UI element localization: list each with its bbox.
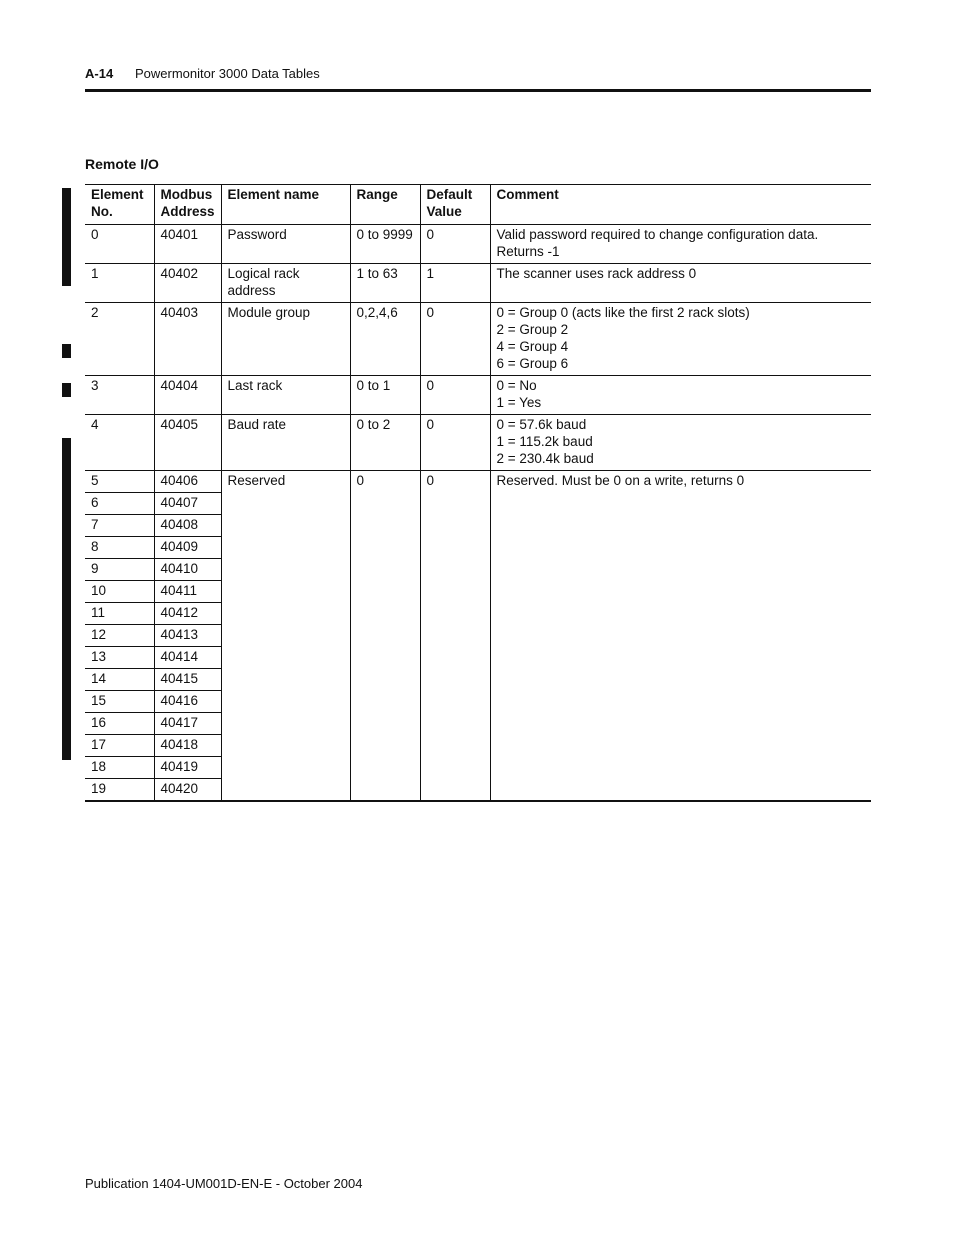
table-row (85, 415, 871, 471)
element-name-cell: Module group (221, 303, 350, 376)
modbus-address-cell: 40416 (154, 691, 221, 713)
comment-line: 6 = Group 6 (496, 356, 569, 371)
modbus-address-cell: 40410 (154, 559, 221, 581)
default-value-cell: 0 (420, 415, 490, 471)
modbus-address-cell: 40404 (154, 376, 221, 415)
element-number-cell: 16 (85, 713, 154, 735)
modbus-address-cell: 40409 (154, 537, 221, 559)
element-name-cell: Password (221, 225, 350, 264)
default-value-cell: 0 (420, 376, 490, 415)
modbus-address-cell: 40401 (154, 225, 221, 264)
document-title: Powermonitor 3000 Data Tables (135, 66, 320, 81)
element-number-cell: 3 (85, 376, 154, 415)
element-number-cell: 5 (85, 471, 154, 493)
modbus-address-cell: 40420 (154, 779, 221, 802)
element-number-cell: 4 (85, 415, 154, 471)
modbus-address-cell: 40417 (154, 713, 221, 735)
comment-line: The scanner uses rack address 0 (496, 266, 697, 281)
column-header: Element No. (85, 185, 154, 225)
range-cell: 1 to 63 (350, 264, 420, 303)
element-number-cell: 19 (85, 779, 154, 802)
comment-line: Valid password required to change configuration data. Returns -1 (496, 227, 819, 259)
table-row (85, 376, 871, 415)
table-row (85, 225, 871, 264)
element-number-cell: 0 (85, 225, 154, 264)
element-number-cell: 14 (85, 669, 154, 691)
element-number-cell: 2 (85, 303, 154, 376)
remote-io-table (85, 184, 871, 802)
change-bar (62, 383, 71, 397)
element-number-cell: 6 (85, 493, 154, 515)
modbus-address-cell: 40407 (154, 493, 221, 515)
table-row (85, 264, 871, 303)
modbus-address-cell: 40408 (154, 515, 221, 537)
element-name-cell: Baud rate (221, 415, 350, 471)
modbus-address-cell: 40415 (154, 669, 221, 691)
modbus-address-cell: 40418 (154, 735, 221, 757)
comment-cell (490, 225, 871, 264)
range-cell: 0 to 9999 (350, 225, 420, 264)
comment-cell (490, 376, 871, 415)
comment-line: 0 = No (496, 378, 537, 393)
modbus-address-cell: 40413 (154, 625, 221, 647)
element-number-cell: 10 (85, 581, 154, 603)
range-cell: 0 to 1 (350, 376, 420, 415)
header-rule (85, 89, 871, 92)
modbus-address-cell: 40406 (154, 471, 221, 493)
default-value-cell: 0 (420, 225, 490, 264)
element-number-cell: 1 (85, 264, 154, 303)
element-number-cell: 9 (85, 559, 154, 581)
element-number-cell: 15 (85, 691, 154, 713)
publication-footer: Publication 1404-UM001D-EN-E - October 2004 (85, 1176, 363, 1191)
element-number-cell: 8 (85, 537, 154, 559)
change-bar (62, 188, 71, 286)
modbus-address-cell: 40405 (154, 415, 221, 471)
comment-line: 2 = Group 2 (496, 322, 569, 337)
element-number-cell: 12 (85, 625, 154, 647)
default-value-cell: 0 (420, 471, 490, 802)
element-number-cell: 11 (85, 603, 154, 625)
table-header-row (85, 185, 871, 225)
element-number-cell: 17 (85, 735, 154, 757)
table-row (85, 471, 871, 493)
comment-cell (490, 415, 871, 471)
modbus-address-cell: 40402 (154, 264, 221, 303)
element-number-cell: 13 (85, 647, 154, 669)
section-title: Remote I/O (85, 156, 159, 172)
column-header: Range (350, 185, 420, 225)
comment-cell (490, 303, 871, 376)
change-bar (62, 438, 71, 760)
table-row (85, 303, 871, 376)
comment-line: 2 = 230.4k baud (496, 451, 594, 466)
element-name-cell: Logical rack address (221, 264, 350, 303)
change-bar (62, 344, 71, 358)
column-header: Element name (221, 185, 350, 225)
range-cell: 0,2,4,6 (350, 303, 420, 376)
comment-line: 0 = Group 0 (acts like the first 2 rack slots) (496, 305, 750, 320)
element-name-cell: Reserved (221, 471, 350, 802)
default-value-cell: 1 (420, 264, 490, 303)
range-cell: 0 (350, 471, 420, 802)
modbus-address-cell: 40403 (154, 303, 221, 376)
element-number-cell: 18 (85, 757, 154, 779)
element-number-cell: 7 (85, 515, 154, 537)
modbus-address-cell: 40414 (154, 647, 221, 669)
column-header: Default Value (420, 185, 490, 225)
comment-line: 4 = Group 4 (496, 339, 569, 354)
page-header (85, 66, 871, 90)
modbus-address-cell: 40411 (154, 581, 221, 603)
modbus-address-cell: 40419 (154, 757, 221, 779)
comment-line: 1 = Yes (496, 395, 542, 410)
comment-cell: Reserved. Must be 0 on a write, returns 0 (490, 471, 871, 802)
modbus-address-cell: 40412 (154, 603, 221, 625)
comment-line: 1 = 115.2k baud (496, 434, 593, 449)
comment-line: 0 = 57.6k baud (496, 417, 587, 432)
range-cell: 0 to 2 (350, 415, 420, 471)
default-value-cell: 0 (420, 303, 490, 376)
column-header: Modbus Address (154, 185, 221, 225)
column-header: Comment (490, 185, 871, 225)
comment-cell (490, 264, 871, 303)
page-number: A-14 (85, 66, 114, 81)
element-name-cell: Last rack (221, 376, 350, 415)
